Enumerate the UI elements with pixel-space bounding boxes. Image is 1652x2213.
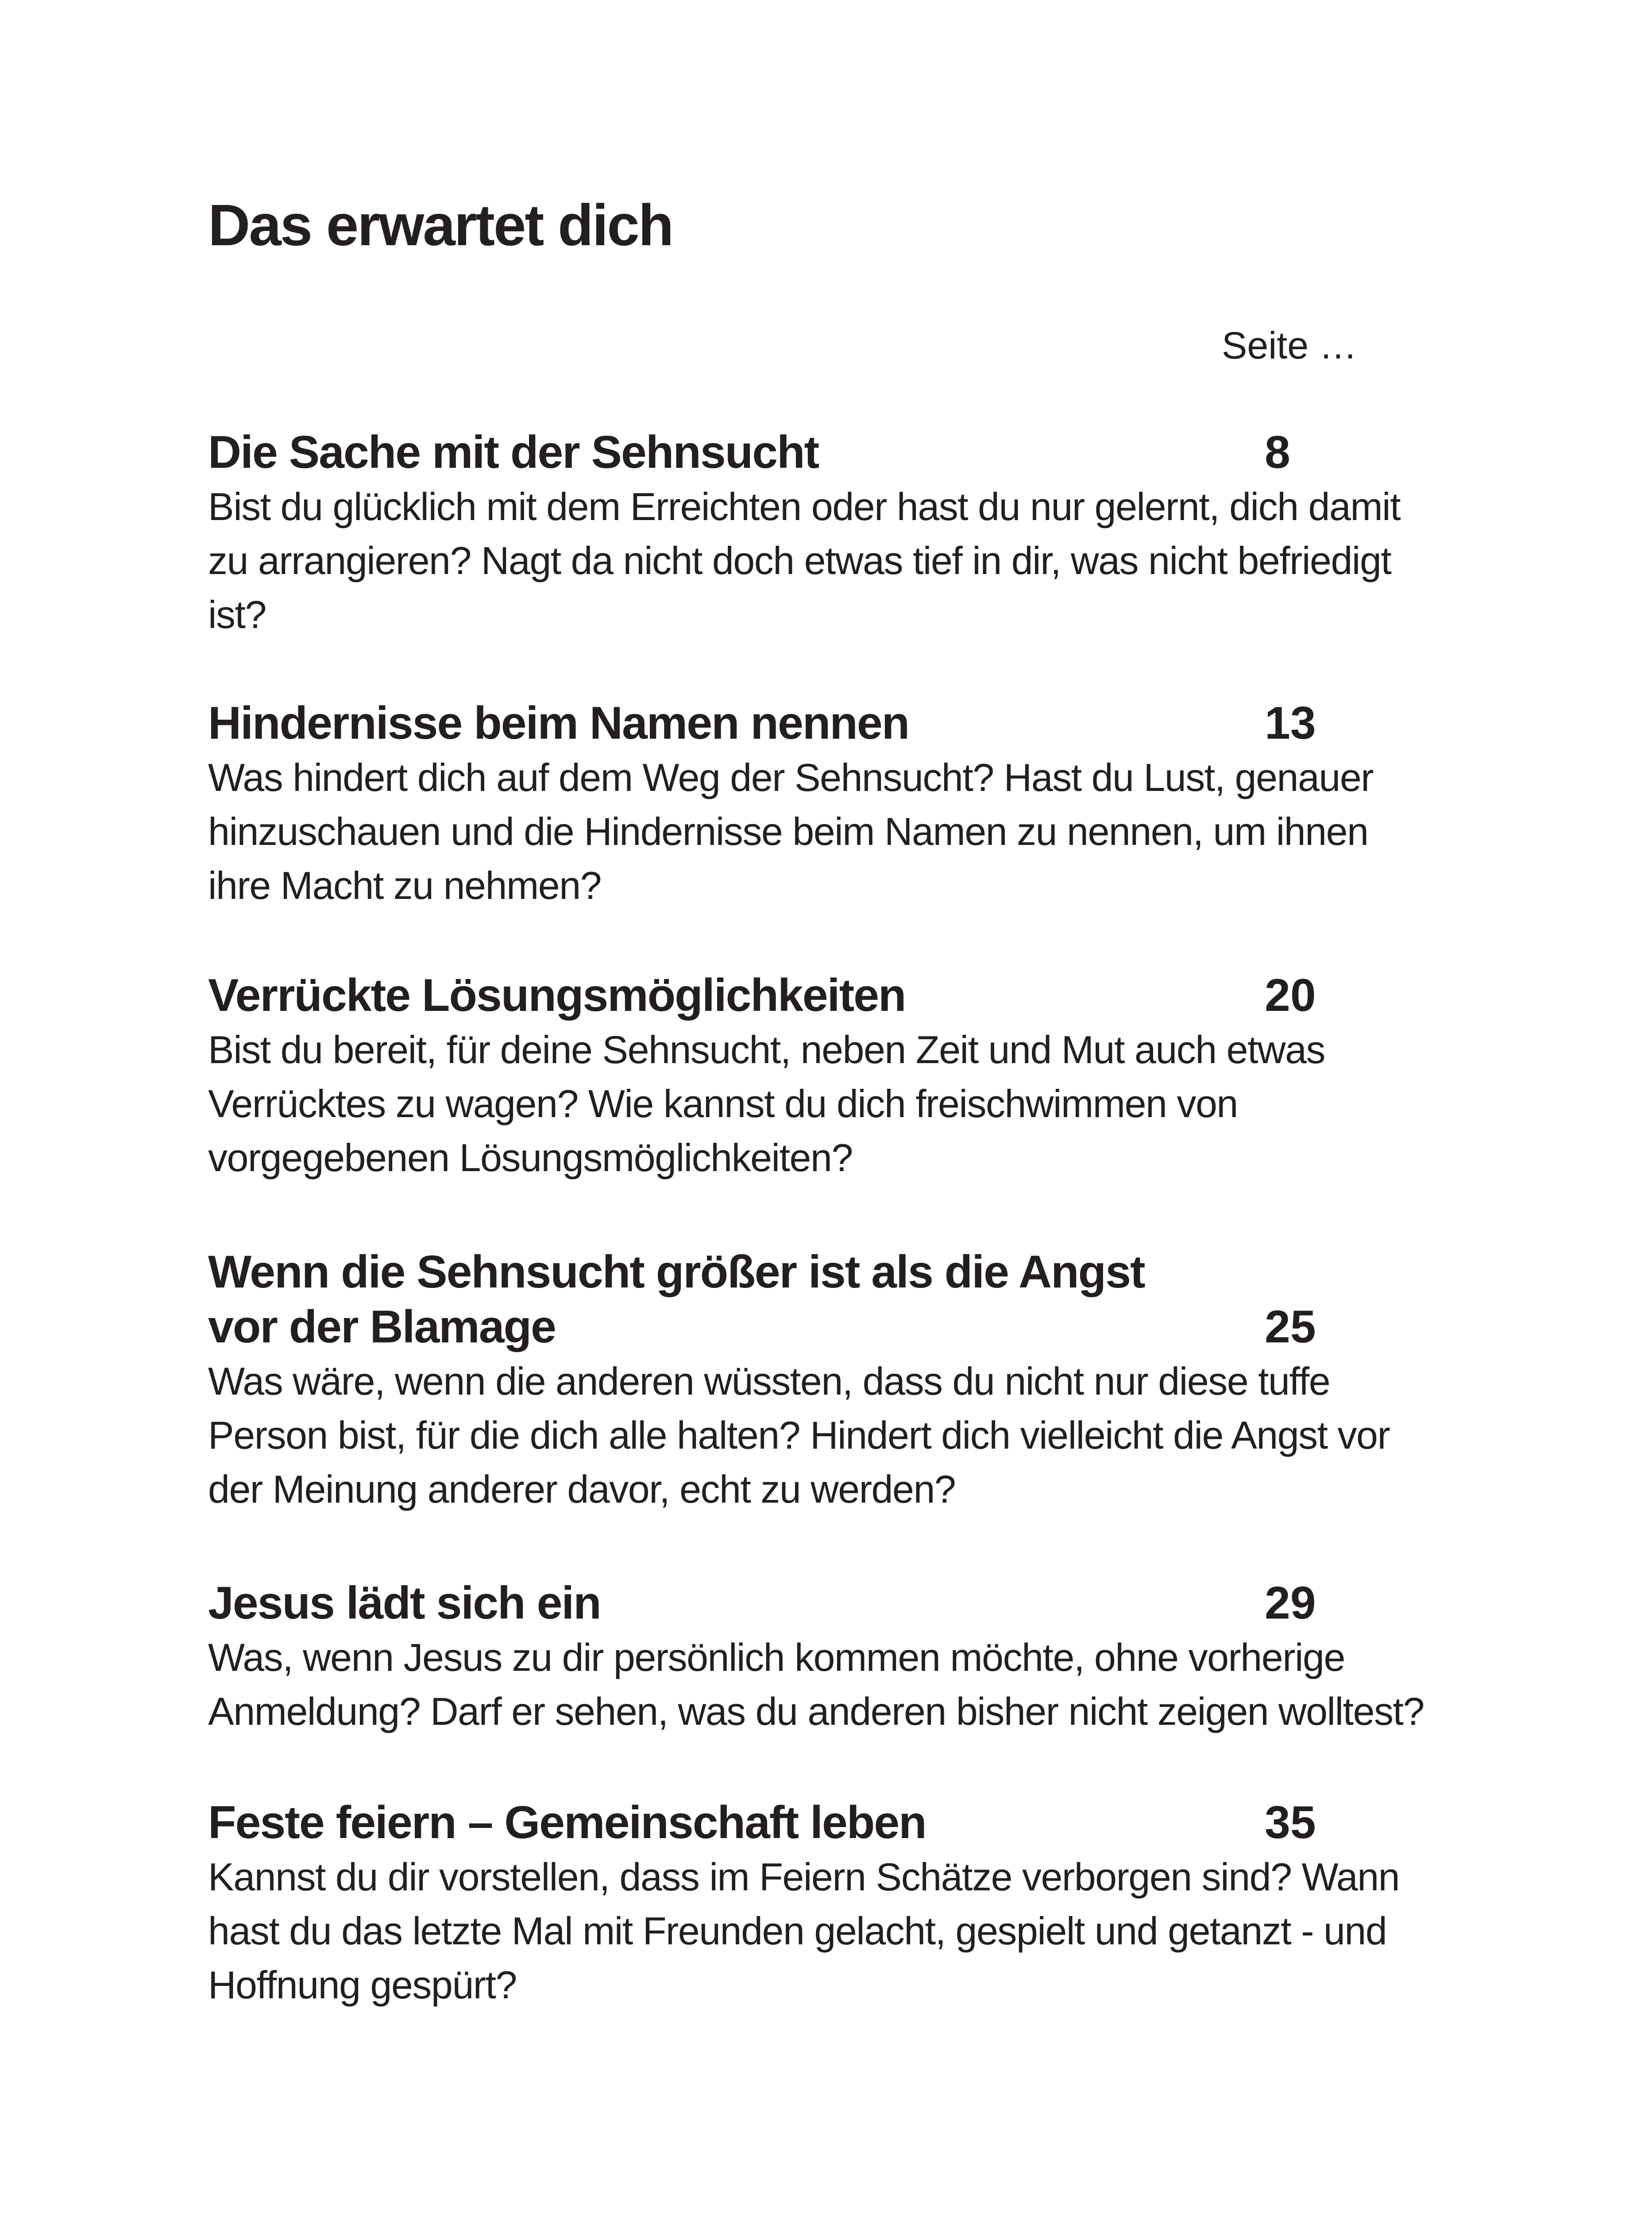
toc-entry-description-line: zu arrangieren? Nagt da nicht doch etwas tief in dir, was nicht befriedigt [208,539,1391,582]
toc-entry[interactable] [208,968,1403,1185]
toc-entry-title-continuation[interactable]: vor der Blamage [208,1301,556,1353]
toc-entry-description-line: Hoffnung gespürt? [208,1963,517,2007]
toc-entry[interactable] [208,1795,1403,2012]
toc-entry-heading [208,1795,1403,1850]
page-column-label: Seite … [1222,324,1357,367]
toc-entry-title[interactable]: Feste feiern – Gemeinschaft leben [208,1797,926,1848]
toc-entry-title[interactable]: Hindernisse beim Namen nennen [208,698,909,749]
toc-entry-heading [208,968,1403,1023]
toc-entry-description-line: hast du das letzte Mal mit Freunden gelacht, gespielt und getanzt - und [208,1909,1387,1953]
toc-entry[interactable] [208,1245,1403,1516]
toc-entry[interactable] [208,1576,1424,1739]
toc-entry[interactable] [208,696,1403,913]
toc-entry-title[interactable]: Jesus lädt sich ein [208,1577,601,1629]
toc-entry-page-number[interactable]: 29 [1265,1577,1316,1629]
toc-entry-page-number[interactable]: 20 [1265,970,1316,1021]
toc-entry-heading [208,1576,1403,1631]
toc-entry-title[interactable]: Verrückte Lösungsmöglichkeiten [208,970,906,1021]
toc-entry-description-line: Was, wenn Jesus zu dir persönlich kommen möchte, ohne vorherige [208,1635,1345,1679]
toc-entry[interactable] [208,425,1403,642]
toc-entry-description-line: der Meinung anderer davor, echt zu werden? [208,1467,956,1511]
toc-entry-page-number[interactable]: 8 [1265,427,1290,478]
toc-entry-description-line: hinzuschauen und die Hindernisse beim Namen zu nennen, um ihnen [208,810,1368,853]
toc-entry-description-line: Bist du bereit, für deine Sehnsucht, neben Zeit und Mut auch etwas [208,1028,1325,1072]
toc-entry-page-number[interactable]: 25 [1265,1301,1316,1353]
toc-entry-page-number[interactable]: 35 [1265,1797,1316,1848]
toc-entry-description-line: ihre Macht zu nehmen? [208,864,602,907]
page-title: Das erwartet dich [208,193,673,258]
toc-entry-page-number[interactable]: 13 [1265,698,1316,749]
toc-entry-description-line: ist? [208,593,266,636]
toc-entry-description-line: Kannst du dir vorstellen, dass im Feiern Schätze verborgen sind? Wann [208,1855,1400,1899]
toc-entry-description-line: vorgegebenen Lösungsmöglichkeiten? [208,1136,853,1180]
toc-entry-description-line: Was hindert dich auf dem Weg der Sehnsucht? Hast du Lust, genauer [208,756,1374,799]
toc-entry-description-line: Was wäre, wenn die anderen wüssten, dass du nicht nur diese tuffe [208,1359,1330,1403]
toc-entry-description-line: Person bist, für die dich alle halten? Hindert dich vielleicht die Angst vor [208,1413,1390,1457]
toc-entry-title[interactable]: Die Sache mit der Sehnsucht [208,427,819,478]
toc-entry-description-line: Verrücktes zu wagen? Wie kannst du dich freischwimmen von [208,1082,1238,1126]
toc-entry-heading [208,696,1403,751]
toc-entry-heading [208,1245,1403,1354]
toc-entry-title[interactable]: Wenn die Sehnsucht größer ist als die Angst [208,1246,1145,1298]
toc-entry-description-line: Anmeldung? Darf er sehen, was du anderen bisher nicht zeigen wolltest? [208,1689,1424,1733]
toc-entry-heading [208,425,1403,480]
toc-entry-description-line: Bist du glücklich mit dem Erreichten oder hast du nur gelernt, dich damit [208,485,1401,528]
